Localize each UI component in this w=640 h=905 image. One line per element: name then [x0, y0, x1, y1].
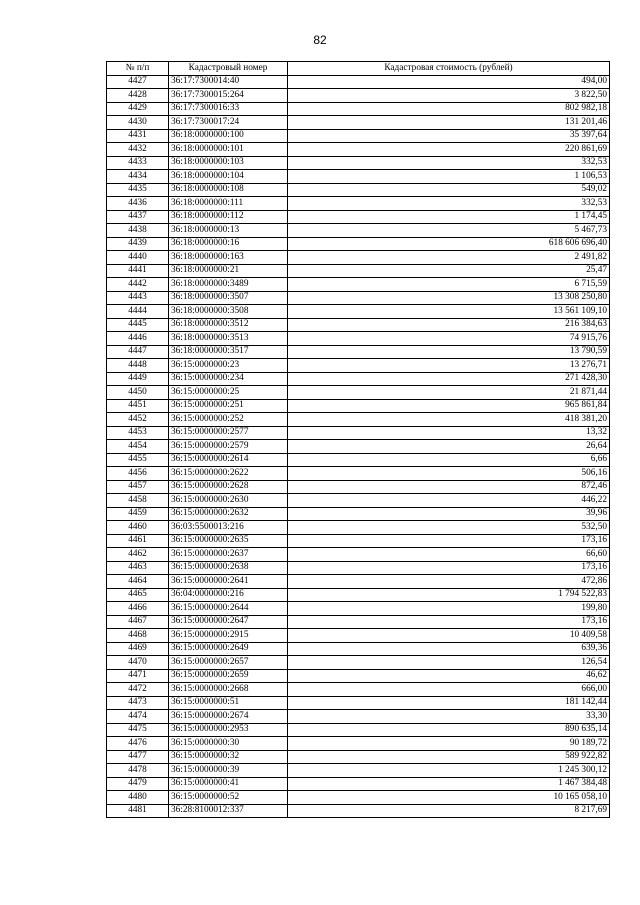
cadastral-value-cell: 332,53 — [288, 156, 610, 170]
cadastral-value-cell: 506,16 — [288, 467, 610, 481]
cadastral-value-cell: 26,64 — [288, 440, 610, 454]
cadastral-number-cell: 36:15:0000000:2638 — [169, 561, 288, 575]
cadastral-value-cell: 639,36 — [288, 642, 610, 656]
cadastral-value-cell: 173,16 — [288, 561, 610, 575]
cadastral-number-cell: 36:15:0000000:252 — [169, 413, 288, 427]
table-row — [107, 534, 610, 548]
row-number-cell: 4427 — [107, 75, 169, 89]
cadastral-value-cell: 220 861,69 — [288, 143, 610, 157]
row-number-cell: 4478 — [107, 764, 169, 778]
table-row — [107, 332, 610, 346]
cadastral-value-cell: 74 915,76 — [288, 332, 610, 346]
cadastral-number-cell: 36:15:0000000:30 — [169, 737, 288, 751]
table-row — [107, 521, 610, 535]
cadastral-number-cell: 36:18:0000000:3489 — [169, 278, 288, 292]
cadastral-value-cell: 126,54 — [288, 656, 610, 670]
cadastral-value-cell: 13 790,59 — [288, 345, 610, 359]
cadastral-value-cell: 418 381,20 — [288, 413, 610, 427]
row-number-cell: 4451 — [107, 399, 169, 413]
cadastral-value-cell: 802 982,18 — [288, 102, 610, 116]
cadastral-value-cell: 90 189,72 — [288, 737, 610, 751]
cadastral-number-cell: 36:18:0000000:108 — [169, 183, 288, 197]
cadastral-value-cell: 21 871,44 — [288, 386, 610, 400]
cadastral-value-cell: 131 201,46 — [288, 116, 610, 130]
table-row — [107, 170, 610, 184]
row-number-cell: 4441 — [107, 264, 169, 278]
table-row — [107, 318, 610, 332]
row-number-cell: 4440 — [107, 251, 169, 265]
row-number-cell: 4466 — [107, 602, 169, 616]
row-number-cell: 4475 — [107, 723, 169, 737]
column-header-number: № п/п — [107, 62, 169, 76]
row-number-cell: 4429 — [107, 102, 169, 116]
cadastral-value-cell: 890 635,14 — [288, 723, 610, 737]
cadastral-number-cell: 36:18:0000000:103 — [169, 156, 288, 170]
cadastral-value-cell: 872,46 — [288, 480, 610, 494]
cadastral-value-cell: 35 397,64 — [288, 129, 610, 143]
table-row — [107, 723, 610, 737]
row-number-cell: 4436 — [107, 197, 169, 211]
cadastral-value-cell: 271 428,30 — [288, 372, 610, 386]
cadastral-number-cell: 36:18:0000000:3517 — [169, 345, 288, 359]
cadastral-value-cell: 589 922,82 — [288, 750, 610, 764]
cadastral-number-cell: 36:15:0000000:234 — [169, 372, 288, 386]
cadastral-number-cell: 36:18:0000000:3507 — [169, 291, 288, 305]
cadastral-value-cell: 1 467 384,48 — [288, 777, 610, 791]
cadastral-number-cell: 36:18:0000000:13 — [169, 224, 288, 238]
cadastral-value-cell: 173,16 — [288, 615, 610, 629]
row-number-cell: 4434 — [107, 170, 169, 184]
cadastral-number-cell: 36:18:0000000:100 — [169, 129, 288, 143]
table-row — [107, 372, 610, 386]
table-row — [107, 413, 610, 427]
row-number-cell: 4479 — [107, 777, 169, 791]
table-row — [107, 602, 610, 616]
table-row — [107, 305, 610, 319]
cadastral-number-cell: 36:18:0000000:112 — [169, 210, 288, 224]
table-row — [107, 156, 610, 170]
cadastral-number-cell: 36:18:0000000:104 — [169, 170, 288, 184]
cadastral-number-cell: 36:15:0000000:2641 — [169, 575, 288, 589]
table-row — [107, 548, 610, 562]
row-number-cell: 4472 — [107, 683, 169, 697]
cadastral-value-cell: 66,60 — [288, 548, 610, 562]
cadastral-value-cell: 181 142,44 — [288, 696, 610, 710]
row-number-cell: 4442 — [107, 278, 169, 292]
cadastral-value-cell: 1 245 300,12 — [288, 764, 610, 778]
row-number-cell: 4459 — [107, 507, 169, 521]
cadastral-value-cell: 33,30 — [288, 710, 610, 724]
cadastral-number-cell: 36:15:0000000:2915 — [169, 629, 288, 643]
row-number-cell: 4477 — [107, 750, 169, 764]
table-row — [107, 116, 610, 130]
table-row — [107, 710, 610, 724]
table-row — [107, 89, 610, 103]
cadastral-value-cell: 13,32 — [288, 426, 610, 440]
cadastral-number-cell: 36:17:7300017:24 — [169, 116, 288, 130]
cadastral-number-cell: 36:15:0000000:2632 — [169, 507, 288, 521]
table-row — [107, 224, 610, 238]
row-number-cell: 4453 — [107, 426, 169, 440]
cadastral-value-cell: 216 384,63 — [288, 318, 610, 332]
cadastral-number-cell: 36:15:0000000:2635 — [169, 534, 288, 548]
table-body — [107, 75, 610, 818]
table-row — [107, 764, 610, 778]
cadastral-value-cell: 446,22 — [288, 494, 610, 508]
row-number-cell: 4430 — [107, 116, 169, 130]
row-number-cell: 4456 — [107, 467, 169, 481]
cadastral-value-cell: 472,86 — [288, 575, 610, 589]
row-number-cell: 4481 — [107, 804, 169, 818]
cadastral-value-cell: 173,16 — [288, 534, 610, 548]
cadastral-value-cell: 13 561 109,10 — [288, 305, 610, 319]
row-number-cell: 4469 — [107, 642, 169, 656]
cadastral-value-cell: 10 165 058,10 — [288, 791, 610, 805]
row-number-cell: 4445 — [107, 318, 169, 332]
table-row — [107, 183, 610, 197]
cadastral-number-cell: 36:18:0000000:101 — [169, 143, 288, 157]
cadastral-value-cell: 1 174,45 — [288, 210, 610, 224]
table-row — [107, 386, 610, 400]
row-number-cell: 4428 — [107, 89, 169, 103]
row-number-cell: 4458 — [107, 494, 169, 508]
cadastral-number-cell: 36:15:0000000:51 — [169, 696, 288, 710]
row-number-cell: 4438 — [107, 224, 169, 238]
table-row — [107, 642, 610, 656]
table-row — [107, 75, 610, 89]
cadastral-value-cell: 10 409,58 — [288, 629, 610, 643]
table-row — [107, 480, 610, 494]
table-row — [107, 791, 610, 805]
cadastral-value-cell: 8 217,69 — [288, 804, 610, 818]
cadastral-value-cell: 532,50 — [288, 521, 610, 535]
cadastral-number-cell: 36:17:7300016:33 — [169, 102, 288, 116]
cadastral-value-cell: 965 861,84 — [288, 399, 610, 413]
cadastral-value-table — [106, 61, 610, 818]
cadastral-value-cell: 6,66 — [288, 453, 610, 467]
cadastral-value-cell: 25,47 — [288, 264, 610, 278]
table-row — [107, 615, 610, 629]
table-row — [107, 494, 610, 508]
cadastral-number-cell: 36:17:7300014:40 — [169, 75, 288, 89]
table-row — [107, 467, 610, 481]
table-row — [107, 656, 610, 670]
column-header-cadastral-value: Кадастровая стоимость (рублей) — [288, 62, 610, 76]
table-row — [107, 237, 610, 251]
table-header-row — [107, 62, 610, 76]
table-row — [107, 251, 610, 265]
row-number-cell: 4465 — [107, 588, 169, 602]
column-header-cadastral-number: Кадастровый номер — [169, 62, 288, 76]
cadastral-number-cell: 36:18:0000000:3508 — [169, 305, 288, 319]
row-number-cell: 4455 — [107, 453, 169, 467]
cadastral-value-cell: 13 276,71 — [288, 359, 610, 373]
table-row — [107, 399, 610, 413]
cadastral-value-cell: 39,96 — [288, 507, 610, 521]
row-number-cell: 4470 — [107, 656, 169, 670]
row-number-cell: 4467 — [107, 615, 169, 629]
row-number-cell: 4433 — [107, 156, 169, 170]
row-number-cell: 4460 — [107, 521, 169, 535]
row-number-cell: 4452 — [107, 413, 169, 427]
row-number-cell: 4443 — [107, 291, 169, 305]
row-number-cell: 4471 — [107, 669, 169, 683]
table-row — [107, 143, 610, 157]
cadastral-value-cell: 13 308 250,80 — [288, 291, 610, 305]
cadastral-number-cell: 36:15:0000000:2657 — [169, 656, 288, 670]
cadastral-number-cell: 36:18:0000000:16 — [169, 237, 288, 251]
cadastral-number-cell: 36:18:0000000:3513 — [169, 332, 288, 346]
table-row — [107, 440, 610, 454]
cadastral-value-cell: 199,80 — [288, 602, 610, 616]
table-row — [107, 291, 610, 305]
cadastral-number-cell: 36:15:0000000:2674 — [169, 710, 288, 724]
cadastral-number-cell: 36:15:0000000:41 — [169, 777, 288, 791]
row-number-cell: 4468 — [107, 629, 169, 643]
row-number-cell: 4480 — [107, 791, 169, 805]
table-row — [107, 777, 610, 791]
cadastral-number-cell: 36:15:0000000:251 — [169, 399, 288, 413]
cadastral-number-cell: 36:15:0000000:2622 — [169, 467, 288, 481]
table-row — [107, 426, 610, 440]
table-row — [107, 575, 610, 589]
cadastral-number-cell: 36:15:0000000:2647 — [169, 615, 288, 629]
table-row — [107, 210, 610, 224]
cadastral-value-cell: 494,00 — [288, 75, 610, 89]
row-number-cell: 4431 — [107, 129, 169, 143]
cadastral-number-cell: 36:15:0000000:2637 — [169, 548, 288, 562]
cadastral-value-cell: 1 794 522,83 — [288, 588, 610, 602]
row-number-cell: 4450 — [107, 386, 169, 400]
table-row — [107, 453, 610, 467]
cadastral-number-cell: 36:15:0000000:25 — [169, 386, 288, 400]
cadastral-value-cell: 1 106,53 — [288, 170, 610, 184]
cadastral-number-cell: 36:28:8100012:337 — [169, 804, 288, 818]
cadastral-number-cell: 36:15:0000000:2644 — [169, 602, 288, 616]
row-number-cell: 4457 — [107, 480, 169, 494]
cadastral-value-cell: 5 467,73 — [288, 224, 610, 238]
table-row — [107, 359, 610, 373]
row-number-cell: 4447 — [107, 345, 169, 359]
row-number-cell: 4437 — [107, 210, 169, 224]
row-number-cell: 4462 — [107, 548, 169, 562]
cadastral-value-cell: 666,00 — [288, 683, 610, 697]
cadastral-number-cell: 36:04:0000000:216 — [169, 588, 288, 602]
row-number-cell: 4454 — [107, 440, 169, 454]
cadastral-value-cell: 618 606 696,40 — [288, 237, 610, 251]
cadastral-number-cell: 36:15:0000000:2668 — [169, 683, 288, 697]
cadastral-number-cell: 36:15:0000000:2577 — [169, 426, 288, 440]
cadastral-number-cell: 36:15:0000000:2614 — [169, 453, 288, 467]
row-number-cell: 4446 — [107, 332, 169, 346]
cadastral-number-cell: 36:15:0000000:2579 — [169, 440, 288, 454]
cadastral-number-cell: 36:03:5500013:216 — [169, 521, 288, 535]
table-row — [107, 669, 610, 683]
table-row — [107, 737, 610, 751]
cadastral-number-cell: 36:15:0000000:2649 — [169, 642, 288, 656]
cadastral-number-cell: 36:18:0000000:111 — [169, 197, 288, 211]
cadastral-value-cell: 6 715,59 — [288, 278, 610, 292]
cadastral-number-cell: 36:15:0000000:39 — [169, 764, 288, 778]
table-row — [107, 804, 610, 818]
table-row — [107, 629, 610, 643]
table-row — [107, 345, 610, 359]
cadastral-number-cell: 36:15:0000000:2628 — [169, 480, 288, 494]
table-row — [107, 750, 610, 764]
cadastral-number-cell: 36:15:0000000:32 — [169, 750, 288, 764]
row-number-cell: 4439 — [107, 237, 169, 251]
cadastral-number-cell: 36:15:0000000:23 — [169, 359, 288, 373]
table-row — [107, 696, 610, 710]
table-row — [107, 588, 610, 602]
cadastral-number-cell: 36:18:0000000:163 — [169, 251, 288, 265]
cadastral-number-cell: 36:18:0000000:21 — [169, 264, 288, 278]
cadastral-value-cell: 2 491,82 — [288, 251, 610, 265]
cadastral-number-cell: 36:17:7300015:264 — [169, 89, 288, 103]
table-row — [107, 197, 610, 211]
table-row — [107, 264, 610, 278]
row-number-cell: 4448 — [107, 359, 169, 373]
cadastral-number-cell: 36:15:0000000:2953 — [169, 723, 288, 737]
row-number-cell: 4474 — [107, 710, 169, 724]
table-row — [107, 278, 610, 292]
row-number-cell: 4463 — [107, 561, 169, 575]
table-row — [107, 561, 610, 575]
cadastral-number-cell: 36:15:0000000:2630 — [169, 494, 288, 508]
cadastral-number-cell: 36:15:0000000:52 — [169, 791, 288, 805]
table-row — [107, 102, 610, 116]
cadastral-number-cell: 36:18:0000000:3512 — [169, 318, 288, 332]
row-number-cell: 4444 — [107, 305, 169, 319]
table-row — [107, 683, 610, 697]
cadastral-number-cell: 36:15:0000000:2659 — [169, 669, 288, 683]
cadastral-value-cell: 3 822,50 — [288, 89, 610, 103]
table-row — [107, 507, 610, 521]
row-number-cell: 4476 — [107, 737, 169, 751]
page-number: 82 — [313, 33, 327, 47]
row-number-cell: 4473 — [107, 696, 169, 710]
row-number-cell: 4461 — [107, 534, 169, 548]
cadastral-value-cell: 549,02 — [288, 183, 610, 197]
table-row — [107, 129, 610, 143]
row-number-cell: 4449 — [107, 372, 169, 386]
cadastral-value-cell: 332,53 — [288, 197, 610, 211]
row-number-cell: 4464 — [107, 575, 169, 589]
cadastral-value-cell: 46,62 — [288, 669, 610, 683]
row-number-cell: 4435 — [107, 183, 169, 197]
row-number-cell: 4432 — [107, 143, 169, 157]
